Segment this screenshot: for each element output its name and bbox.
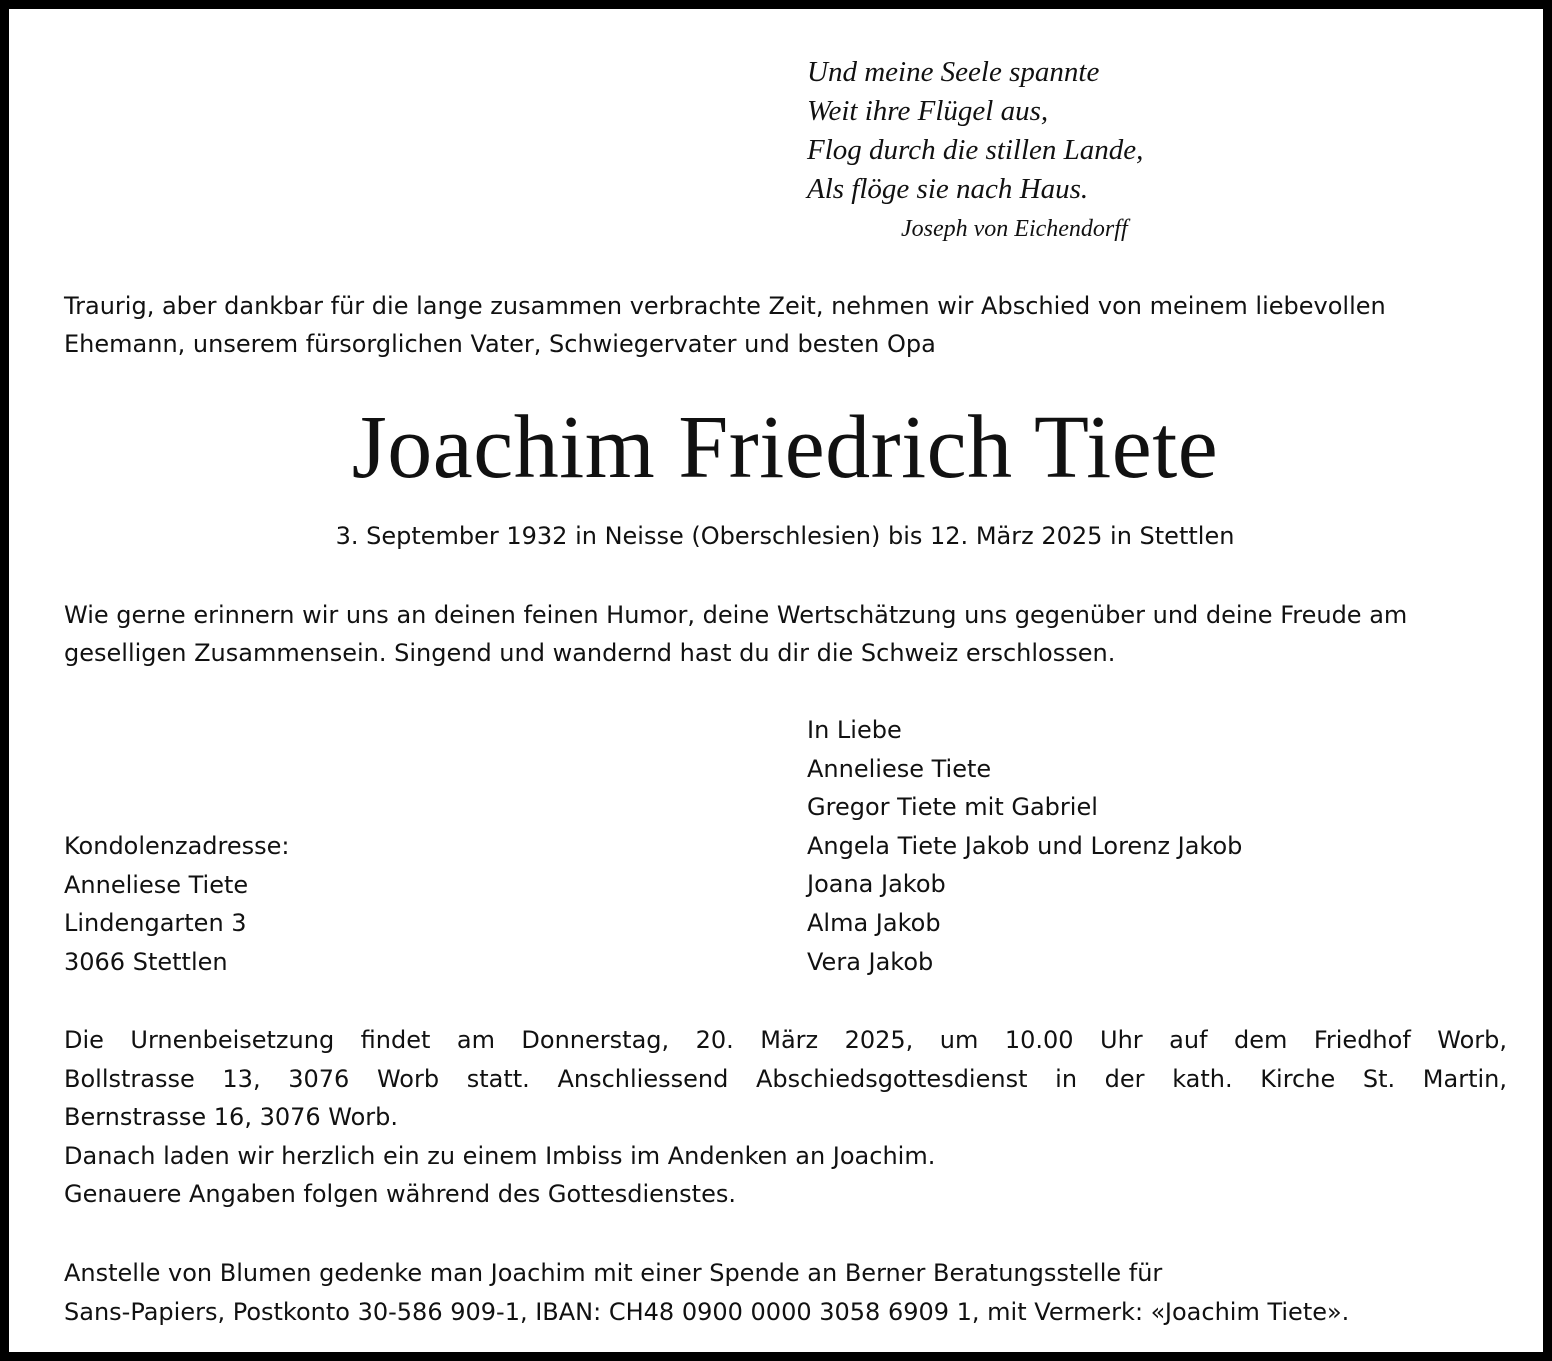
poem-line: Und meine Seele spannte — [807, 56, 1100, 88]
funeral-info — [64, 1021, 1507, 1214]
donation-info — [64, 1254, 1509, 1331]
memory-text — [64, 596, 1509, 672]
intro-text — [64, 287, 1509, 363]
funeral-line: Danach laden wir herzlich ein zu einem Imbiss im Andenken an Joachim. — [64, 1141, 936, 1170]
family-member: Anneliese Tiete — [807, 754, 992, 783]
funeral-line: Genauere Angaben folgen während des Gottesdienstes. — [64, 1180, 736, 1209]
condolence-street: Lindengarten 3 — [64, 909, 247, 938]
intro-line: Traurig, aber dankbar für die lange zusammen verbrachte Zeit, nehmen wir Abschied von meinem liebevollen — [64, 292, 1386, 320]
memory-line: Wie gerne erinnern wir uns an deinen feinen Humor, deine Wertschätzung uns gegenüber und deine Freude am — [64, 601, 1408, 629]
poem — [807, 53, 1143, 209]
family-member: Angela Tiete Jakob und Lorenz Jakob — [807, 831, 1243, 860]
family-member: Joana Jakob — [807, 870, 946, 899]
poem-author: Joseph von Eichendorff — [901, 216, 1128, 242]
family-member: Gregor Tiete mit Gabriel — [807, 793, 1098, 822]
funeral-line: Bernstrasse 16, 3076 Worb. — [64, 1103, 399, 1132]
funeral-line: Bollstrasse 13, 3076 Worb statt. Anschliessend Abschiedsgottesdienst in der kath. Kirche St. Martin, — [64, 1064, 1507, 1093]
funeral-line: Die Urnenbeisetzung findet am Donnerstag, 20. März 2025, um 10.00 Uhr auf dem Friedhof Worb, — [64, 1026, 1507, 1054]
condolence-name: Anneliese Tiete — [64, 870, 249, 899]
poem-line: Als flöge sie nach Haus. — [807, 173, 1089, 205]
condolence-city: 3066 Stettlen — [64, 947, 228, 976]
family-member: Vera Jakob — [807, 947, 934, 976]
intro-line: Ehemann, unserem fürsorglichen Vater, Schwiegervater und besten Opa — [64, 330, 936, 358]
donation-line: Sans-Papiers, Postkonto 30-586 909-1, IBAN: CH48 0900 0000 3058 6909 1, mit Vermerk: «Joachim Tiete». — [64, 1297, 1350, 1326]
family-member: Alma Jakob — [807, 908, 941, 937]
family-list — [807, 711, 1242, 981]
condolence-label: Kondolenzadresse: — [64, 832, 290, 860]
poem-line: Weit ihre Flügel aus, — [807, 95, 1049, 127]
deceased-name: Joachim Friedrich Tiete — [351, 398, 1219, 497]
life-dates: 3. September 1932 in Neisse (Oberschlesien) bis 12. März 2025 in Stettlen — [335, 522, 1235, 550]
memory-line: geselligen Zusammensein. Singend und wandernd hast du dir die Schweiz erschlossen. — [64, 639, 1116, 667]
donation-line: Anstelle von Blumen gedenke man Joachim mit einer Spende an Berner Beratungsstelle für — [64, 1259, 1163, 1287]
poem-line: Flog durch die stillen Lande, — [807, 134, 1144, 166]
condolence-address — [64, 827, 290, 981]
family-heading: In Liebe — [807, 716, 902, 744]
